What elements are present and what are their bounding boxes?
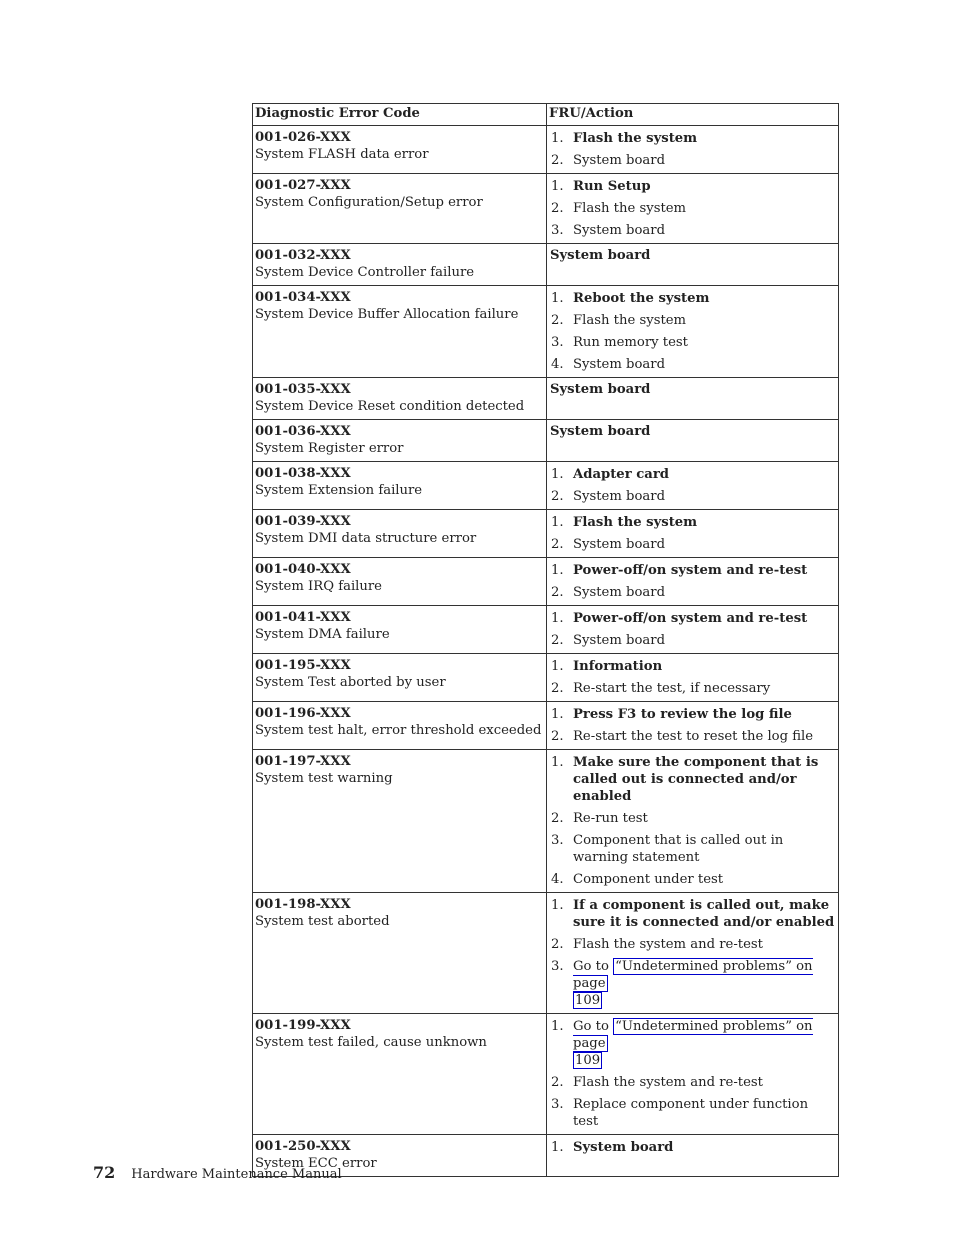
action-text: Adapter card <box>573 467 669 482</box>
error-code: 001-197-XXX <box>255 754 351 769</box>
action-item <box>550 706 835 723</box>
action-number: 2. <box>551 313 564 328</box>
action-text: If a component is called out, make sure it is connected and/or enabled <box>573 898 835 930</box>
fru-action-cell <box>547 462 839 510</box>
action-item <box>550 754 835 805</box>
diagnostic-error-table <box>252 103 839 1177</box>
fru-action-cell <box>547 244 839 286</box>
error-code-cell <box>253 244 547 286</box>
table-row <box>253 286 839 378</box>
error-description: System Test aborted by user <box>255 675 446 690</box>
action-item <box>550 488 835 505</box>
action-item <box>550 200 835 217</box>
action-text: Run Setup <box>573 179 651 194</box>
action-item <box>550 897 835 931</box>
action-number: 1. <box>551 131 564 146</box>
error-code: 001-198-XXX <box>255 897 351 912</box>
error-description: System Extension failure <box>255 483 423 498</box>
table-row <box>253 244 839 286</box>
action-number: 1. <box>551 467 564 482</box>
fru-action-cell <box>547 702 839 750</box>
action-text: Information <box>573 659 663 674</box>
table-row <box>253 174 839 244</box>
error-code: 001-041-XXX <box>255 610 351 625</box>
error-code: 001-250-XXX <box>255 1139 351 1154</box>
action-text: Flash the system <box>573 313 687 328</box>
fru-action-cell <box>547 378 839 420</box>
action-number: 1. <box>551 179 564 194</box>
action-text: System board <box>573 357 666 372</box>
header-diagnostic-error-code: Diagnostic Error Code <box>253 104 547 126</box>
action-number: 1. <box>551 515 564 530</box>
action-number: 1. <box>551 659 564 674</box>
error-description: System ECC error <box>255 1156 377 1171</box>
action-item <box>550 130 835 147</box>
action-item <box>550 514 835 531</box>
action-text: System board <box>573 537 666 552</box>
action-number: 2. <box>551 681 564 696</box>
action-number: 2. <box>551 489 564 504</box>
action-item <box>550 871 835 888</box>
action-text: Go to <box>573 959 614 974</box>
action-text: Re-run test <box>573 811 648 826</box>
action-item <box>550 290 835 307</box>
fru-action-cell <box>547 126 839 174</box>
action-list <box>550 1139 835 1156</box>
error-code-cell <box>253 558 547 606</box>
action-item <box>550 1018 835 1069</box>
action-text: Reboot the system <box>573 291 710 306</box>
table-row <box>253 606 839 654</box>
table-row <box>253 510 839 558</box>
action-text: System board <box>573 223 666 238</box>
action-number: 3. <box>551 335 564 350</box>
fru-action-cell <box>547 286 839 378</box>
manual-title: Hardware Maintenance Manual <box>131 1167 342 1182</box>
fru-action-cell <box>547 420 839 462</box>
fru-action-cell <box>547 1135 839 1177</box>
error-description: System test failed, cause unknown <box>255 1035 487 1050</box>
action-list <box>550 130 835 169</box>
error-code-cell <box>253 378 547 420</box>
action-number: 1. <box>551 755 564 770</box>
error-code-cell <box>253 286 547 378</box>
action-text: Replace component under function test <box>573 1097 809 1129</box>
error-code-cell <box>253 174 547 244</box>
table-row <box>253 1014 839 1135</box>
fru-action-cell <box>547 558 839 606</box>
action-number: 3. <box>551 959 564 974</box>
error-code-cell <box>253 510 547 558</box>
error-description: System Register error <box>255 441 404 456</box>
error-code: 001-199-XXX <box>255 1018 351 1033</box>
error-code-cell <box>253 126 547 174</box>
action-list <box>550 658 835 697</box>
action-number: 2. <box>551 153 564 168</box>
error-code-cell <box>253 750 547 893</box>
table-row <box>253 654 839 702</box>
error-code: 001-034-XXX <box>255 290 351 305</box>
error-code-cell <box>253 606 547 654</box>
action-text: Flash the system <box>573 131 698 146</box>
action-item <box>550 728 835 745</box>
error-code-cell <box>253 420 547 462</box>
action-list <box>550 706 835 745</box>
page-footer <box>93 1163 342 1182</box>
action-number: 1. <box>551 1140 564 1155</box>
action-item <box>550 466 835 483</box>
action-text: Run memory test <box>573 335 688 350</box>
action-text: System board <box>573 1140 674 1155</box>
error-code-cell <box>253 462 547 510</box>
header-fru-action: FRU/Action <box>547 104 839 126</box>
fru-action-cell <box>547 750 839 893</box>
action-item <box>550 832 835 866</box>
action-text: Flash the system <box>573 201 687 216</box>
page-109-link[interactable]: 109 <box>575 993 601 1008</box>
error-code-cell <box>253 702 547 750</box>
error-code: 001-026-XXX <box>255 130 351 145</box>
error-description: System DMI data structure error <box>255 531 477 546</box>
action-number: 3. <box>551 833 564 848</box>
table-row <box>253 558 839 606</box>
action-list <box>550 562 835 601</box>
error-description: System test warning <box>255 771 393 786</box>
action-item <box>550 810 835 827</box>
action-number: 2. <box>551 537 564 552</box>
action-text: Power-off/on system and re-test <box>573 611 808 626</box>
action-number: 2. <box>551 201 564 216</box>
action-text: Re-start the test to reset the log file <box>573 729 814 744</box>
action-item <box>550 178 835 195</box>
action-number: 1. <box>551 611 564 626</box>
action-text: Go to <box>573 1019 614 1034</box>
action-item <box>550 936 835 953</box>
page-number: 72 <box>93 1163 116 1182</box>
action-text: System board <box>573 489 666 504</box>
action-item <box>550 680 835 697</box>
table-row <box>253 702 839 750</box>
action-list <box>550 514 835 553</box>
action-list <box>550 466 835 505</box>
undetermined-problems-link[interactable]: “Undetermined problems” on page <box>573 1019 813 1051</box>
table-row <box>253 462 839 510</box>
action-text: Flash the system and re-test <box>573 937 763 952</box>
action-item <box>550 222 835 239</box>
error-code: 001-032-XXX <box>255 248 351 263</box>
action-text: System board <box>573 153 666 168</box>
action-text: Re-start the test, if necessary <box>573 681 771 696</box>
error-code-cell <box>253 893 547 1014</box>
table-row <box>253 893 839 1014</box>
action-number: 2. <box>551 937 564 952</box>
action-list <box>550 754 835 888</box>
fru-action-cell <box>547 174 839 244</box>
error-code-cell <box>253 654 547 702</box>
action-number: 2. <box>551 633 564 648</box>
action-list <box>550 610 835 649</box>
fru-action-cell <box>547 654 839 702</box>
fru-action-cell <box>547 1014 839 1135</box>
error-description: System DMA failure <box>255 627 390 642</box>
action-item <box>550 334 835 351</box>
fru-action-single: System board <box>550 248 651 263</box>
action-number: 3. <box>551 223 564 238</box>
table-row <box>253 420 839 462</box>
error-code: 001-035-XXX <box>255 382 351 397</box>
action-item <box>550 958 835 1009</box>
action-item <box>550 356 835 373</box>
action-number: 2. <box>551 729 564 744</box>
action-list <box>550 290 835 373</box>
error-code: 001-040-XXX <box>255 562 351 577</box>
fru-action-cell <box>547 893 839 1014</box>
action-text: Power-off/on system and re-test <box>573 563 808 578</box>
action-text: System board <box>573 585 666 600</box>
error-description: System Configuration/Setup error <box>255 195 483 210</box>
table-row <box>253 750 839 893</box>
error-code: 001-196-XXX <box>255 706 351 721</box>
action-list <box>550 897 835 1009</box>
table-row <box>253 378 839 420</box>
action-item <box>550 152 835 169</box>
error-description: System test aborted <box>255 914 390 929</box>
action-item <box>550 1074 835 1091</box>
error-description: System FLASH data error <box>255 147 429 162</box>
table-header-row <box>253 104 839 126</box>
error-description: System test halt, error threshold exceeded <box>255 723 542 738</box>
action-number: 3. <box>551 1097 564 1112</box>
error-code-cell <box>253 1014 547 1135</box>
action-number: 1. <box>551 707 564 722</box>
action-text: System board <box>573 633 666 648</box>
action-text: Flash the system and re-test <box>573 1075 763 1090</box>
error-code: 001-027-XXX <box>255 178 351 193</box>
error-code: 001-036-XXX <box>255 424 351 439</box>
action-number: 4. <box>551 872 564 887</box>
fru-action-single: System board <box>550 382 651 397</box>
error-description: System Device Controller failure <box>255 265 475 280</box>
action-number: 2. <box>551 1075 564 1090</box>
action-item <box>550 312 835 329</box>
action-number: 2. <box>551 585 564 600</box>
action-item <box>550 562 835 579</box>
action-text: Component under test <box>573 872 724 887</box>
action-item <box>550 632 835 649</box>
action-number: 4. <box>551 357 564 372</box>
error-description: System IRQ failure <box>255 579 382 594</box>
fru-action-single: System board <box>550 424 651 439</box>
error-description: System Device Buffer Allocation failure <box>255 307 519 322</box>
action-item <box>550 536 835 553</box>
action-number: 1. <box>551 898 564 913</box>
error-code: 001-038-XXX <box>255 466 351 481</box>
error-code: 001-039-XXX <box>255 514 351 529</box>
error-code: 001-195-XXX <box>255 658 351 673</box>
action-item <box>550 584 835 601</box>
action-number: 2. <box>551 811 564 826</box>
action-item <box>550 1139 835 1156</box>
action-text: Component that is called out in warning statement <box>573 833 784 865</box>
action-list <box>550 178 835 239</box>
page-109-link[interactable]: 109 <box>575 1053 601 1068</box>
table-row <box>253 126 839 174</box>
action-number: 1. <box>551 563 564 578</box>
fru-action-cell <box>547 510 839 558</box>
error-description: System Device Reset condition detected <box>255 399 525 414</box>
action-number: 1. <box>551 291 564 306</box>
action-item <box>550 1096 835 1130</box>
action-list <box>550 1018 835 1130</box>
action-number: 1. <box>551 1019 564 1034</box>
action-text: Flash the system <box>573 515 698 530</box>
action-text: Make sure the component that is called out is connected and/or enabled <box>573 755 819 804</box>
fru-action-cell <box>547 606 839 654</box>
action-text: Press F3 to review the log file <box>573 707 792 722</box>
undetermined-problems-link[interactable]: “Undetermined problems” on page <box>573 959 813 991</box>
action-item <box>550 610 835 627</box>
table-body <box>253 126 839 1177</box>
action-item <box>550 658 835 675</box>
